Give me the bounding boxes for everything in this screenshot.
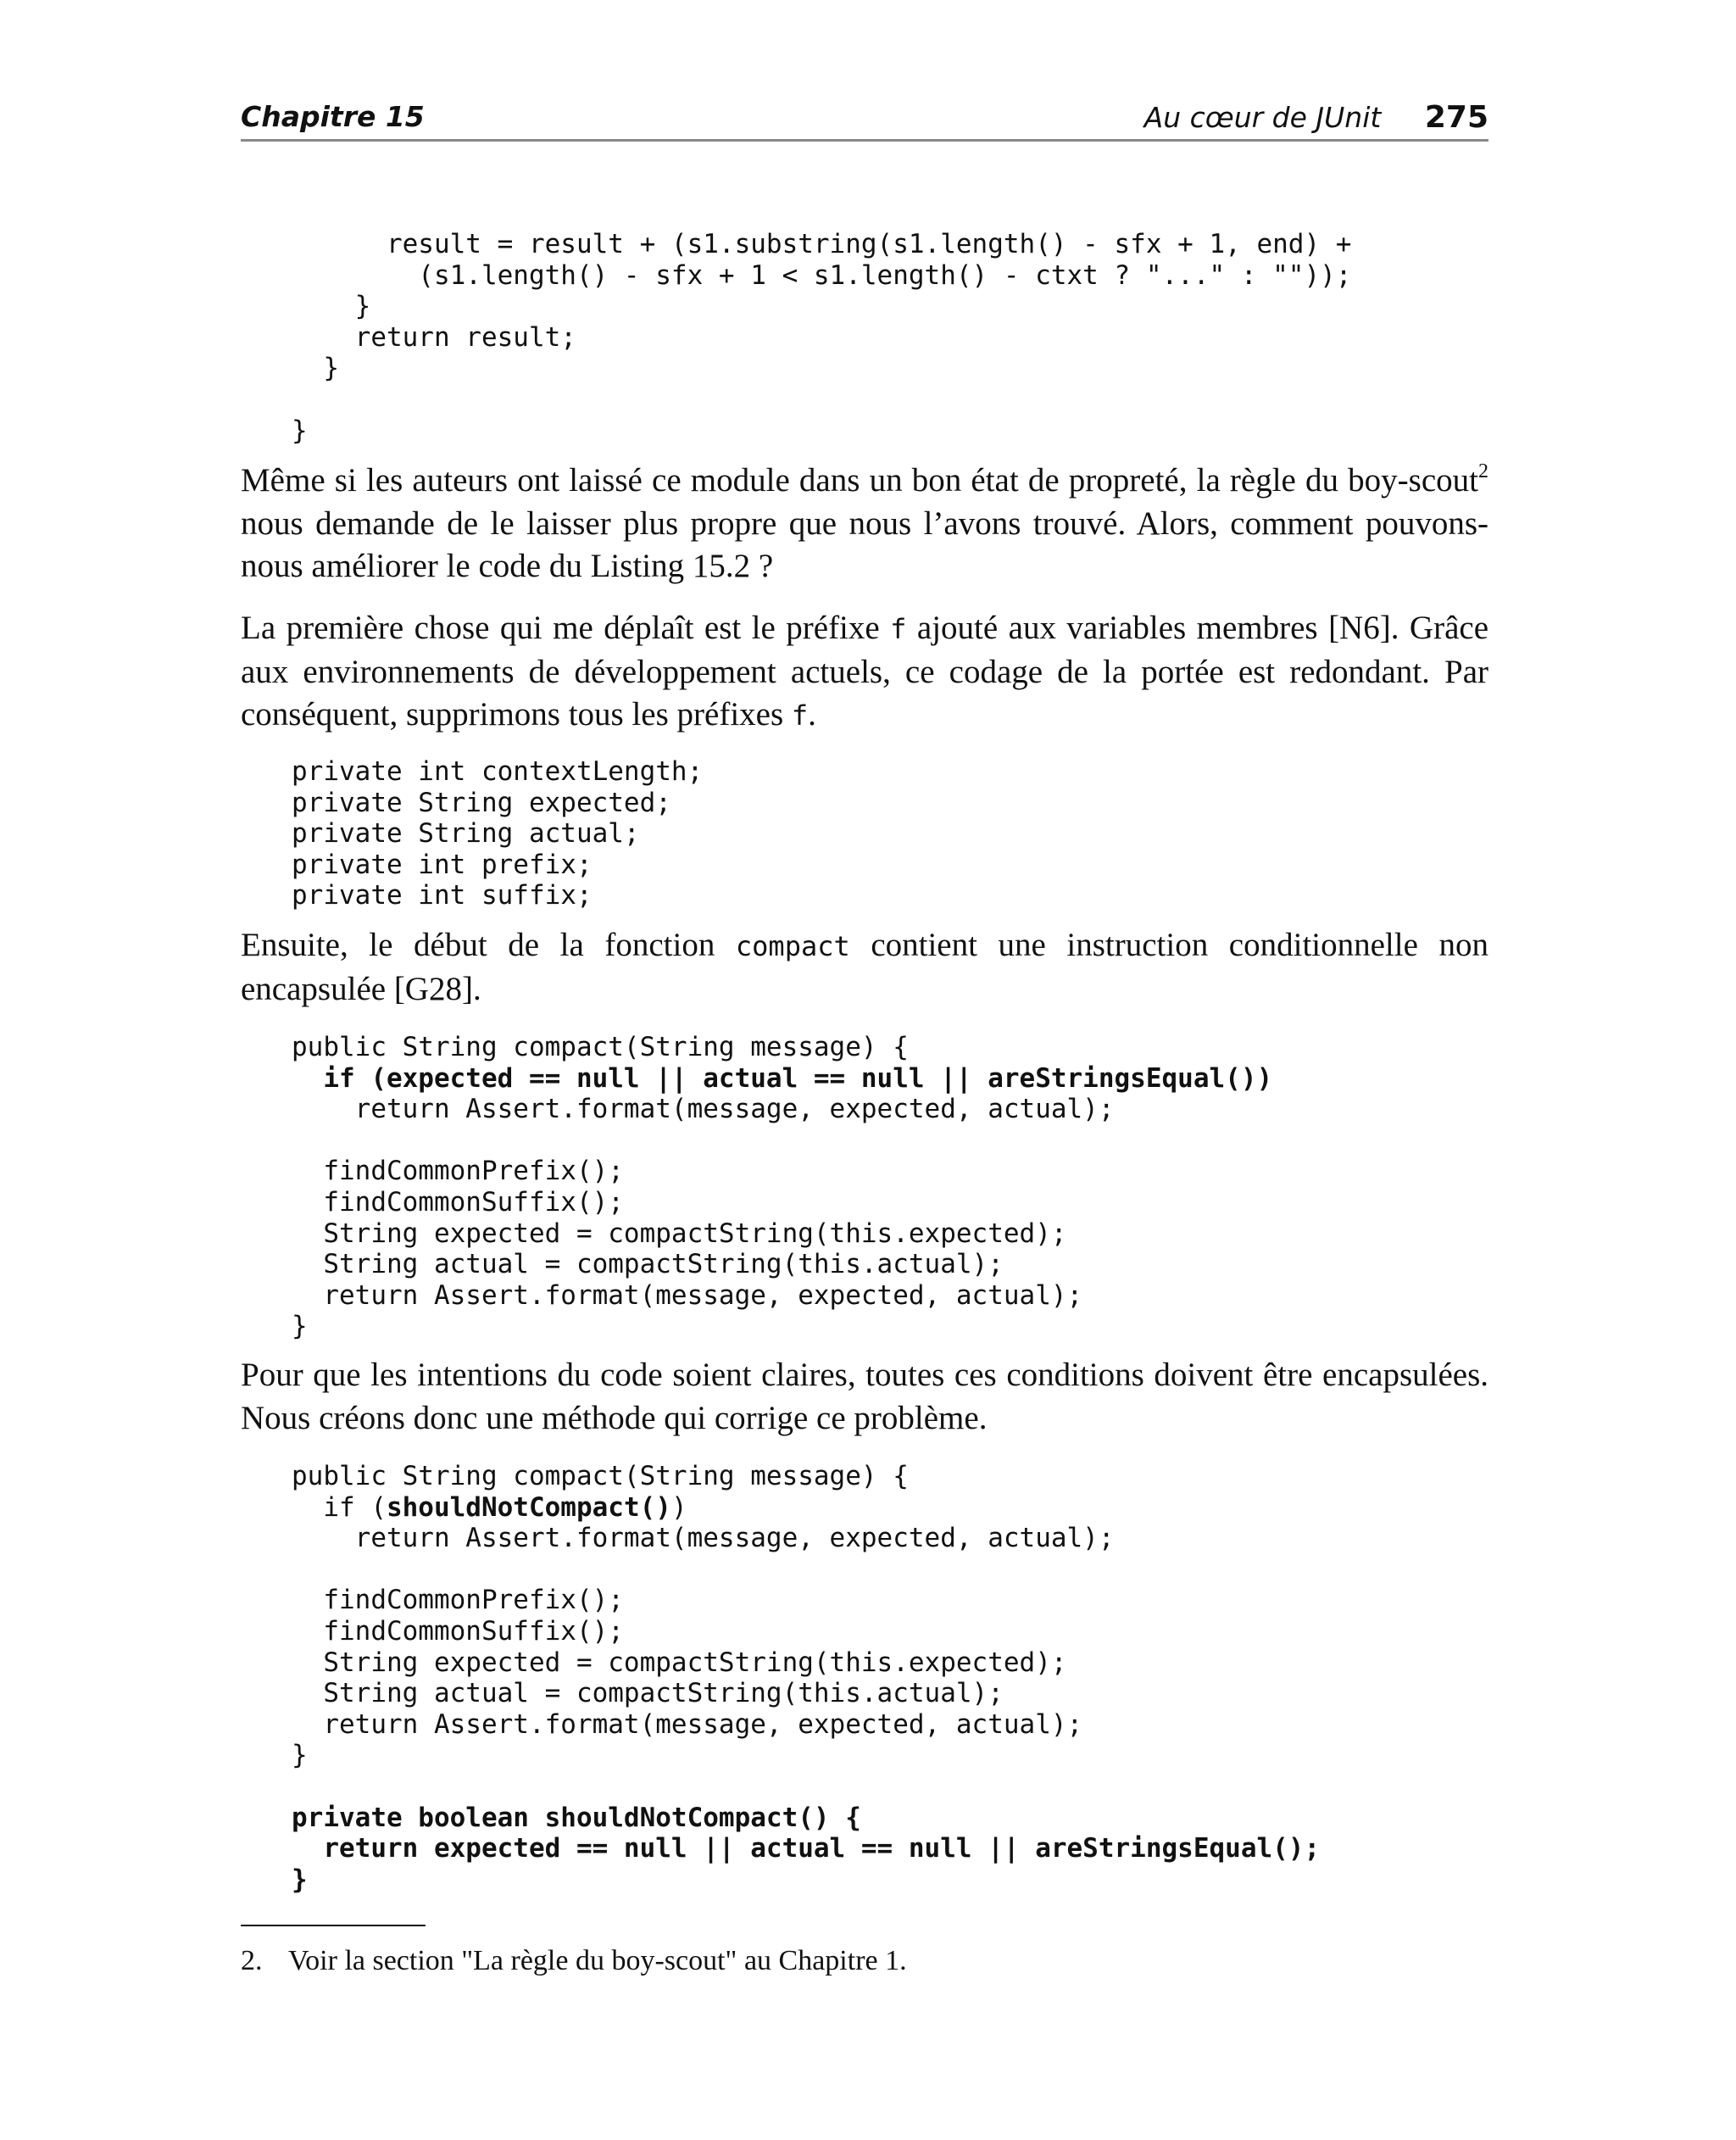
chapter-label: Chapitre 15 — [241, 100, 425, 133]
code-line: String expected = compactString(this.expected); — [292, 1218, 1067, 1249]
code-line: private String actual; — [292, 818, 640, 850]
code-block-compact-refactored — [292, 1461, 1320, 1895]
paragraph-text: ajouté aux variables membres [N6]. Grâce aux environnements de développement actuels, ce codage de la portée est redondant. Par conséquent, supprimons tous les préfixes — [241, 610, 1488, 733]
header-right — [1144, 100, 1488, 135]
code-line: findCommonSuffix(); — [292, 1615, 624, 1647]
code-line: return Assert.format(message, expected, actual); — [292, 1708, 1083, 1740]
code-line: String expected = compactString(this.expected); — [292, 1647, 1067, 1678]
code-line: result = result + (s1.substring(s1.length() - sfx + 1, end) + — [292, 229, 1352, 259]
code-line — [292, 1492, 1320, 1524]
code-line: public String compact(String message) { — [292, 1461, 909, 1491]
code-line: findCommonPrefix(); — [292, 1156, 624, 1187]
code-line: public String compact(String message) { — [292, 1032, 909, 1062]
code-line: } — [292, 1311, 308, 1342]
page-number: 275 — [1424, 100, 1488, 135]
paragraph-encapsulate: Pour que les intentions du code soient claires, toutes ces conditions doivent être encapsulées. Nous créons donc une méthode qui corrige ce problème. — [241, 1357, 1488, 1436]
code-line: } — [292, 291, 371, 322]
code-line: return Assert.format(message, expected, actual); — [292, 1279, 1083, 1311]
code-line-highlighted: return expected == null || actual == null || areStringsEqual(); — [292, 1833, 1321, 1864]
paragraph-text: Même si les auteurs ont laissé ce module dans un bon état de propreté, la règle du boy-scout — [241, 462, 1478, 499]
code-line — [292, 1125, 1272, 1156]
inline-code: f — [890, 613, 907, 645]
paragraph-text: Ensuite, le début de la fonction — [241, 927, 736, 963]
code-fragment: ) — [670, 1491, 687, 1523]
paragraph-text: . — [808, 696, 816, 733]
footnote-reference[interactable]: 2 — [1478, 460, 1488, 482]
paragraph-text: La première chose qui me déplaît est le préfixe — [241, 610, 891, 646]
code-line: private int contextLength; — [292, 756, 704, 787]
paragraph-boy-scout — [241, 460, 1488, 588]
running-header — [241, 100, 1488, 142]
code-line: } — [292, 415, 308, 446]
code-fragment: if ( — [292, 1491, 387, 1523]
code-line: findCommonSuffix(); — [292, 1186, 624, 1218]
code-line: String actual = compactString(this.actual); — [292, 1249, 1004, 1280]
code-line: private int prefix; — [292, 849, 593, 880]
code-line: findCommonPrefix(); — [292, 1585, 624, 1616]
code-line: private String expected; — [292, 787, 671, 818]
paragraph-text: nous demande de le laisser plus propre que nous l’avons trouvé. Alors, comment pouvons-nous améliorer le code du Listing 15.2 ? — [241, 504, 1488, 584]
footnote-text: Voir la section "La règle du boy-scout" au Chapitre 1. — [288, 1945, 907, 1976]
code-line: String actual = compactString(this.actual); — [292, 1678, 1004, 1709]
code-line-highlighted: private boolean shouldNotCompact() { — [292, 1802, 861, 1833]
paragraph-prefix-f — [241, 607, 1488, 738]
paragraph-text: contient une instruction conditionnelle non encapsulée [G28]. — [241, 927, 1488, 1007]
code-line: } — [292, 1740, 308, 1771]
code-line: return result; — [292, 321, 576, 353]
inline-code: f — [791, 699, 809, 732]
code-block-compact-original — [292, 1032, 1272, 1342]
paragraph-compact — [241, 924, 1488, 1011]
code-line — [292, 1554, 1320, 1585]
code-line: return Assert.format(message, expected, actual); — [292, 1094, 1115, 1125]
footnote-number: 2. — [241, 1945, 263, 1976]
code-line: } — [292, 353, 339, 384]
code-line — [292, 384, 1351, 415]
code-line-highlighted: if (expected == null || actual == null || areStringsEqual()) — [292, 1062, 1273, 1094]
code-line: (s1.length() - sfx + 1 < s1.length() - ctxt ? "..." : "")); — [292, 259, 1352, 291]
footnote — [241, 1943, 907, 1979]
footnote-divider — [241, 1925, 426, 1926]
code-fragment-highlighted: shouldNotCompact() — [386, 1491, 671, 1523]
code-block-listing-end — [292, 229, 1351, 446]
inline-code: compact — [735, 930, 850, 962]
code-block-members — [292, 756, 703, 911]
code-line-highlighted: } — [292, 1864, 308, 1895]
section-title: Au cœur de JUnit — [1143, 101, 1382, 134]
code-line — [292, 1771, 1320, 1803]
code-line: private int suffix; — [292, 880, 593, 911]
code-line: return Assert.format(message, expected, actual); — [292, 1523, 1115, 1554]
